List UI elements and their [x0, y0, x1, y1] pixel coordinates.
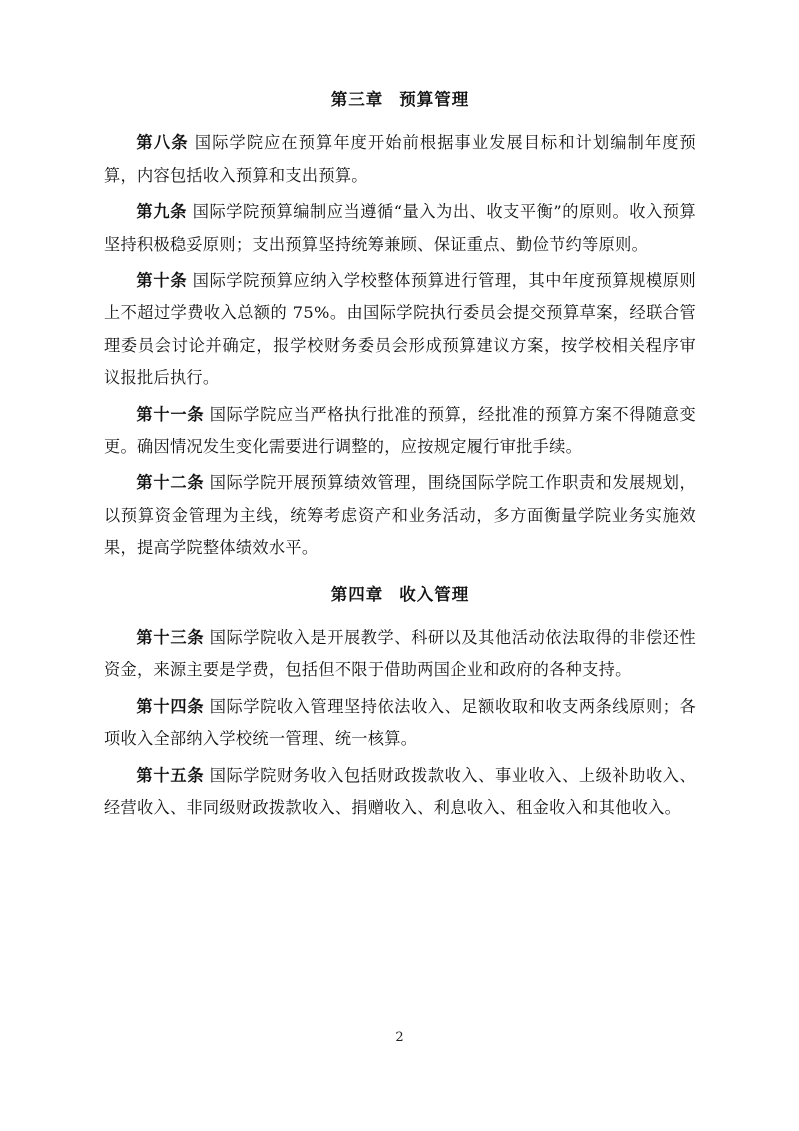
article-number: 第八条 — [136, 133, 189, 153]
article-text: 国际学院开展预算绩效管理，围绕国际学院工作职责和发展规划，以预算资金管理为主线，统筹考虑资产和业务活动，多方面衡量学院业务实施效果，提高学院整体绩效水平。 — [104, 473, 696, 558]
article-paragraph — [104, 265, 696, 395]
chapter-4-number: 第四章 — [330, 584, 384, 604]
article-text: 国际学院预算应纳入学校整体预算进行管理，其中年度预算规模原则上不超过学费收入总额的 75%。由国际学院执行委员会提交预算草案，经联合管理委员会讨论并确定，报学校财务委员会形成预算建议方案，按学校相关程序审议报批后执行。 — [104, 270, 697, 388]
article-number: 第十条 — [136, 270, 188, 290]
chapter-3-number: 第三章 — [330, 90, 384, 109]
article-number: 第十四条 — [136, 696, 205, 716]
section-divider — [104, 569, 696, 579]
chapter-3-title: 预算管理 — [399, 90, 470, 109]
document-body — [104, 84, 696, 828]
article-number: 第九条 — [136, 202, 188, 222]
article-paragraph — [104, 467, 696, 564]
article-text: 国际学院财务收入包括财政拨款收入、事业收入、上级补助收入、经营收入、非同级财政拨款收入、捐赠收入、利息收入、租金收入和其他收入。 — [104, 765, 696, 817]
article-number: 第十五条 — [136, 765, 205, 785]
article-paragraph — [104, 127, 696, 192]
article-paragraph — [104, 691, 696, 756]
article-text: 国际学院预算编制应当遵循“量入为出、收支平衡”的原则。收入预算坚持积极稳妥原则；支出预算坚持统筹兼顾、保证重点、勤俭节约等原则。 — [104, 202, 696, 254]
article-number: 第十三条 — [136, 627, 205, 647]
chapter-4-title: 收入管理 — [399, 584, 470, 604]
article-paragraph — [104, 399, 696, 464]
chapter-heading-4 — [104, 579, 696, 610]
article-text: 国际学院应当严格执行批准的预算，经批准的预算方案不得随意变更。确因情况发生变化需要进行调整的，应按规定履行审批手续。 — [104, 404, 696, 456]
page-number: 2 — [395, 1030, 404, 1045]
chapter-heading-3 — [104, 84, 696, 115]
article-text: 国际学院收入是开展教学、科研以及其他活动依法取得的非偿还性资金，来源主要是学费，包括但不限于借助两国企业和政府的各种支持。 — [104, 627, 696, 680]
article-number: 第十一条 — [136, 404, 205, 424]
article-text: 国际学院应在预算年度开始前根据事业发展目标和计划编制年度预算，内容包括收入预算和支出预算。 — [104, 133, 696, 185]
article-paragraph — [104, 622, 696, 687]
article-paragraph — [104, 760, 696, 825]
article-number: 第十二条 — [136, 473, 205, 493]
article-paragraph — [104, 196, 696, 261]
article-text: 国际学院收入管理坚持依法收入、足额收取和收支两条线原则；各项收入全部纳入学校统一管理、统一核算。 — [104, 696, 696, 749]
